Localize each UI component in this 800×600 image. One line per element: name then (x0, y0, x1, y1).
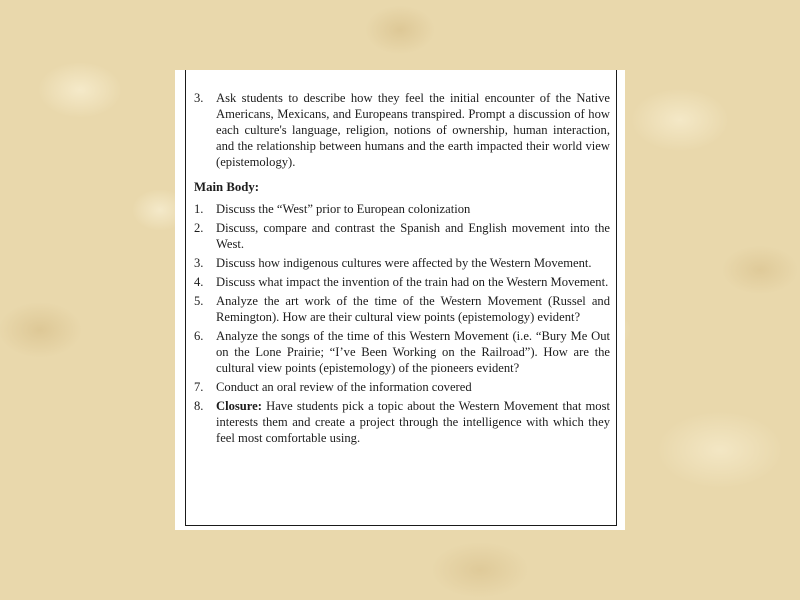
scanned-document (175, 70, 625, 530)
item-text: Discuss how indigenous cultures were affected by the Western Movement. (216, 256, 592, 270)
closure-text: Have students pick a topic about the Western Movement that most interests them and create a project through the intelligence with which they feel most comfortable using. (216, 399, 610, 445)
item-text: Analyze the songs of the time of this Western Movement (i.e. “Bury Me Out on the Lone Prairie; “I’ve Been Working on the Railroad”). How are the cultural view points (epistemology) of the pioneers evident? (216, 329, 610, 375)
item-number: 3. (194, 256, 204, 270)
item-text: Discuss the “West” prior to European colonization (216, 202, 471, 216)
item-text: Ask students to describe how they feel the initial encounter of the Native Americans, Mexicans, and Europeans transpired. Prompt a discussion of how each culture's language, religion, notions of ownership, human interaction, and the relationship between humans and the earth impacted their world view (epistemology). (216, 91, 610, 169)
item-number: 4. (194, 275, 204, 289)
document-frame (185, 76, 617, 526)
item-text: Conduct an oral review of the information covered (216, 380, 472, 394)
item-number: 2. (194, 221, 204, 235)
item-number: 1. (194, 202, 204, 216)
intro-list-item (194, 90, 610, 170)
item-number: 8. (194, 399, 204, 413)
item-text: Discuss what impact the invention of the train had on the Western Movement. (216, 275, 609, 289)
list-item (194, 293, 610, 325)
list-item (194, 379, 610, 395)
list-item (194, 220, 610, 252)
item-text: Analyze the art work of the time of the Western Movement (Russel and Remington). How are their cultural view points (epistemology) evident? (216, 294, 610, 324)
item-number: 7. (194, 380, 204, 394)
main-body-heading: Main Body: (194, 180, 260, 194)
closure-label: Closure: (216, 399, 262, 413)
item-text (216, 398, 610, 446)
list-item (194, 201, 610, 217)
closure-list-item (194, 398, 610, 446)
list-item (194, 255, 610, 271)
list-item (194, 274, 610, 290)
item-number: 3. (194, 91, 204, 105)
item-text: Discuss, compare and contrast the Spanish and English movement into the West. (216, 221, 610, 251)
item-number: 5. (194, 294, 204, 308)
list-item (194, 328, 610, 376)
item-number: 6. (194, 329, 204, 343)
